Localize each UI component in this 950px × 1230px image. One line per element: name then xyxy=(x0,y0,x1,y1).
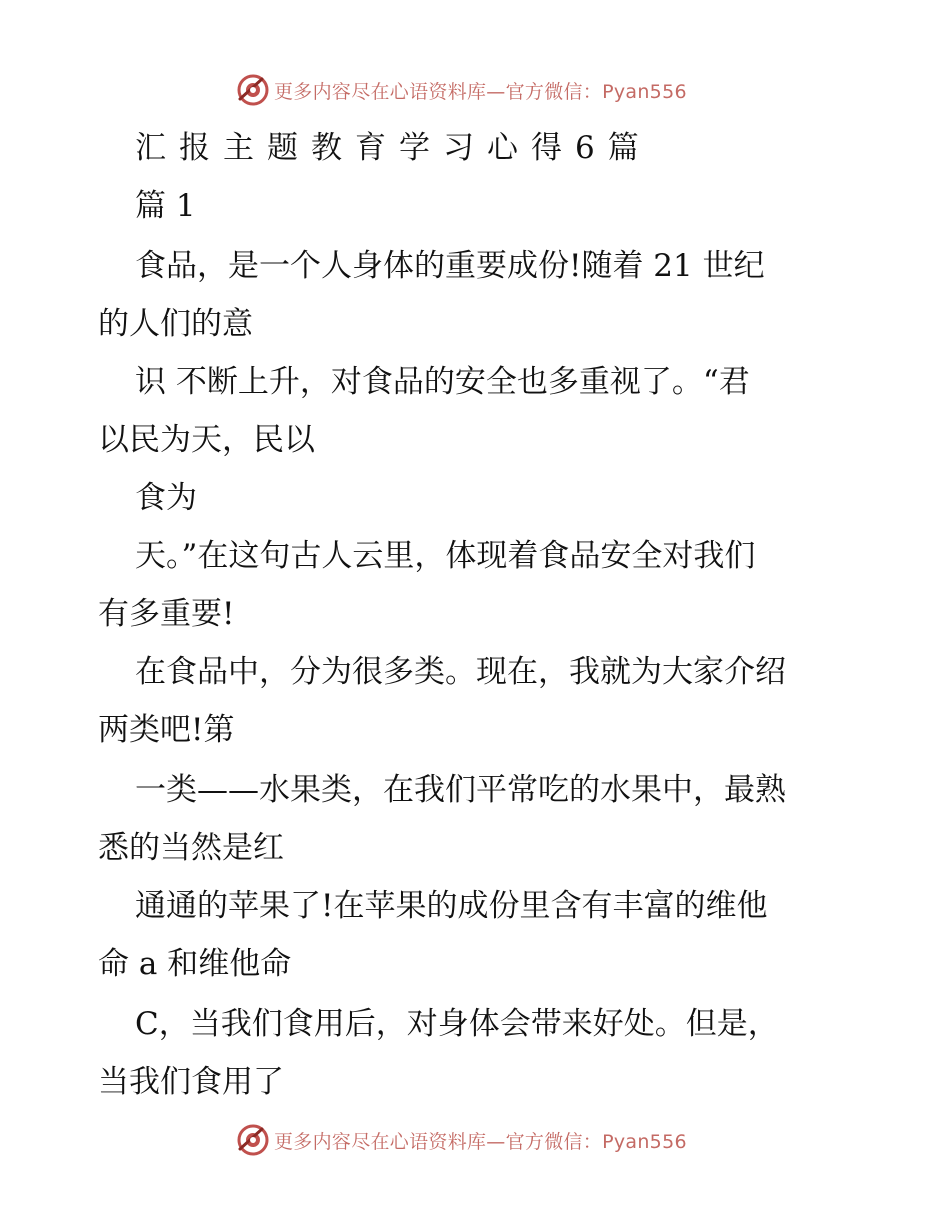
body-line: 食为 xyxy=(135,480,197,516)
body-line: 的人们的意 xyxy=(98,306,253,342)
banner-text: 更多内容尽在心语资料库—官方微信：Pyan556 xyxy=(274,80,687,103)
body-line: 在食品中，分为很多类。现在，我就为大家介绍 xyxy=(135,654,786,690)
body-line: 命 a 和维他命 xyxy=(98,946,292,982)
body-line: 识 不断上升，对食品的安全也多重视了。“君 xyxy=(135,364,750,400)
seal-logo-icon xyxy=(236,1123,270,1157)
body-line: 通通的苹果了!在苹果的成份里含有丰富的维他 xyxy=(135,888,768,924)
body-line: 两类吧!第 xyxy=(98,712,235,748)
footer-banner xyxy=(236,1122,687,1158)
body-line: 食品，是一个人身体的重要成份!随着 21 世纪 xyxy=(135,248,765,284)
body-line: 一类——水果类，在我们平常吃的水果中，最熟 xyxy=(135,772,786,808)
body-line: 悉的当然是红 xyxy=(98,830,284,866)
section-heading: 篇 1 xyxy=(135,188,196,224)
header-banner xyxy=(236,72,687,108)
body-line: 天。”在这句古人云里，体现着食品安全对我们 xyxy=(135,538,756,574)
seal-logo-icon xyxy=(236,73,270,107)
body-line: 当我们食用了 xyxy=(98,1064,284,1100)
banner-text: 更多内容尽在心语资料库—官方微信：Pyan556 xyxy=(274,1130,687,1153)
document-title: 汇报主题教育学习心得6篇 xyxy=(135,130,652,166)
body-line: 有多重要! xyxy=(98,596,235,632)
body-line: 以民为天，民以 xyxy=(98,422,315,458)
body-line: C，当我们食用后，对身体会带来好处。但是， xyxy=(135,1006,779,1042)
